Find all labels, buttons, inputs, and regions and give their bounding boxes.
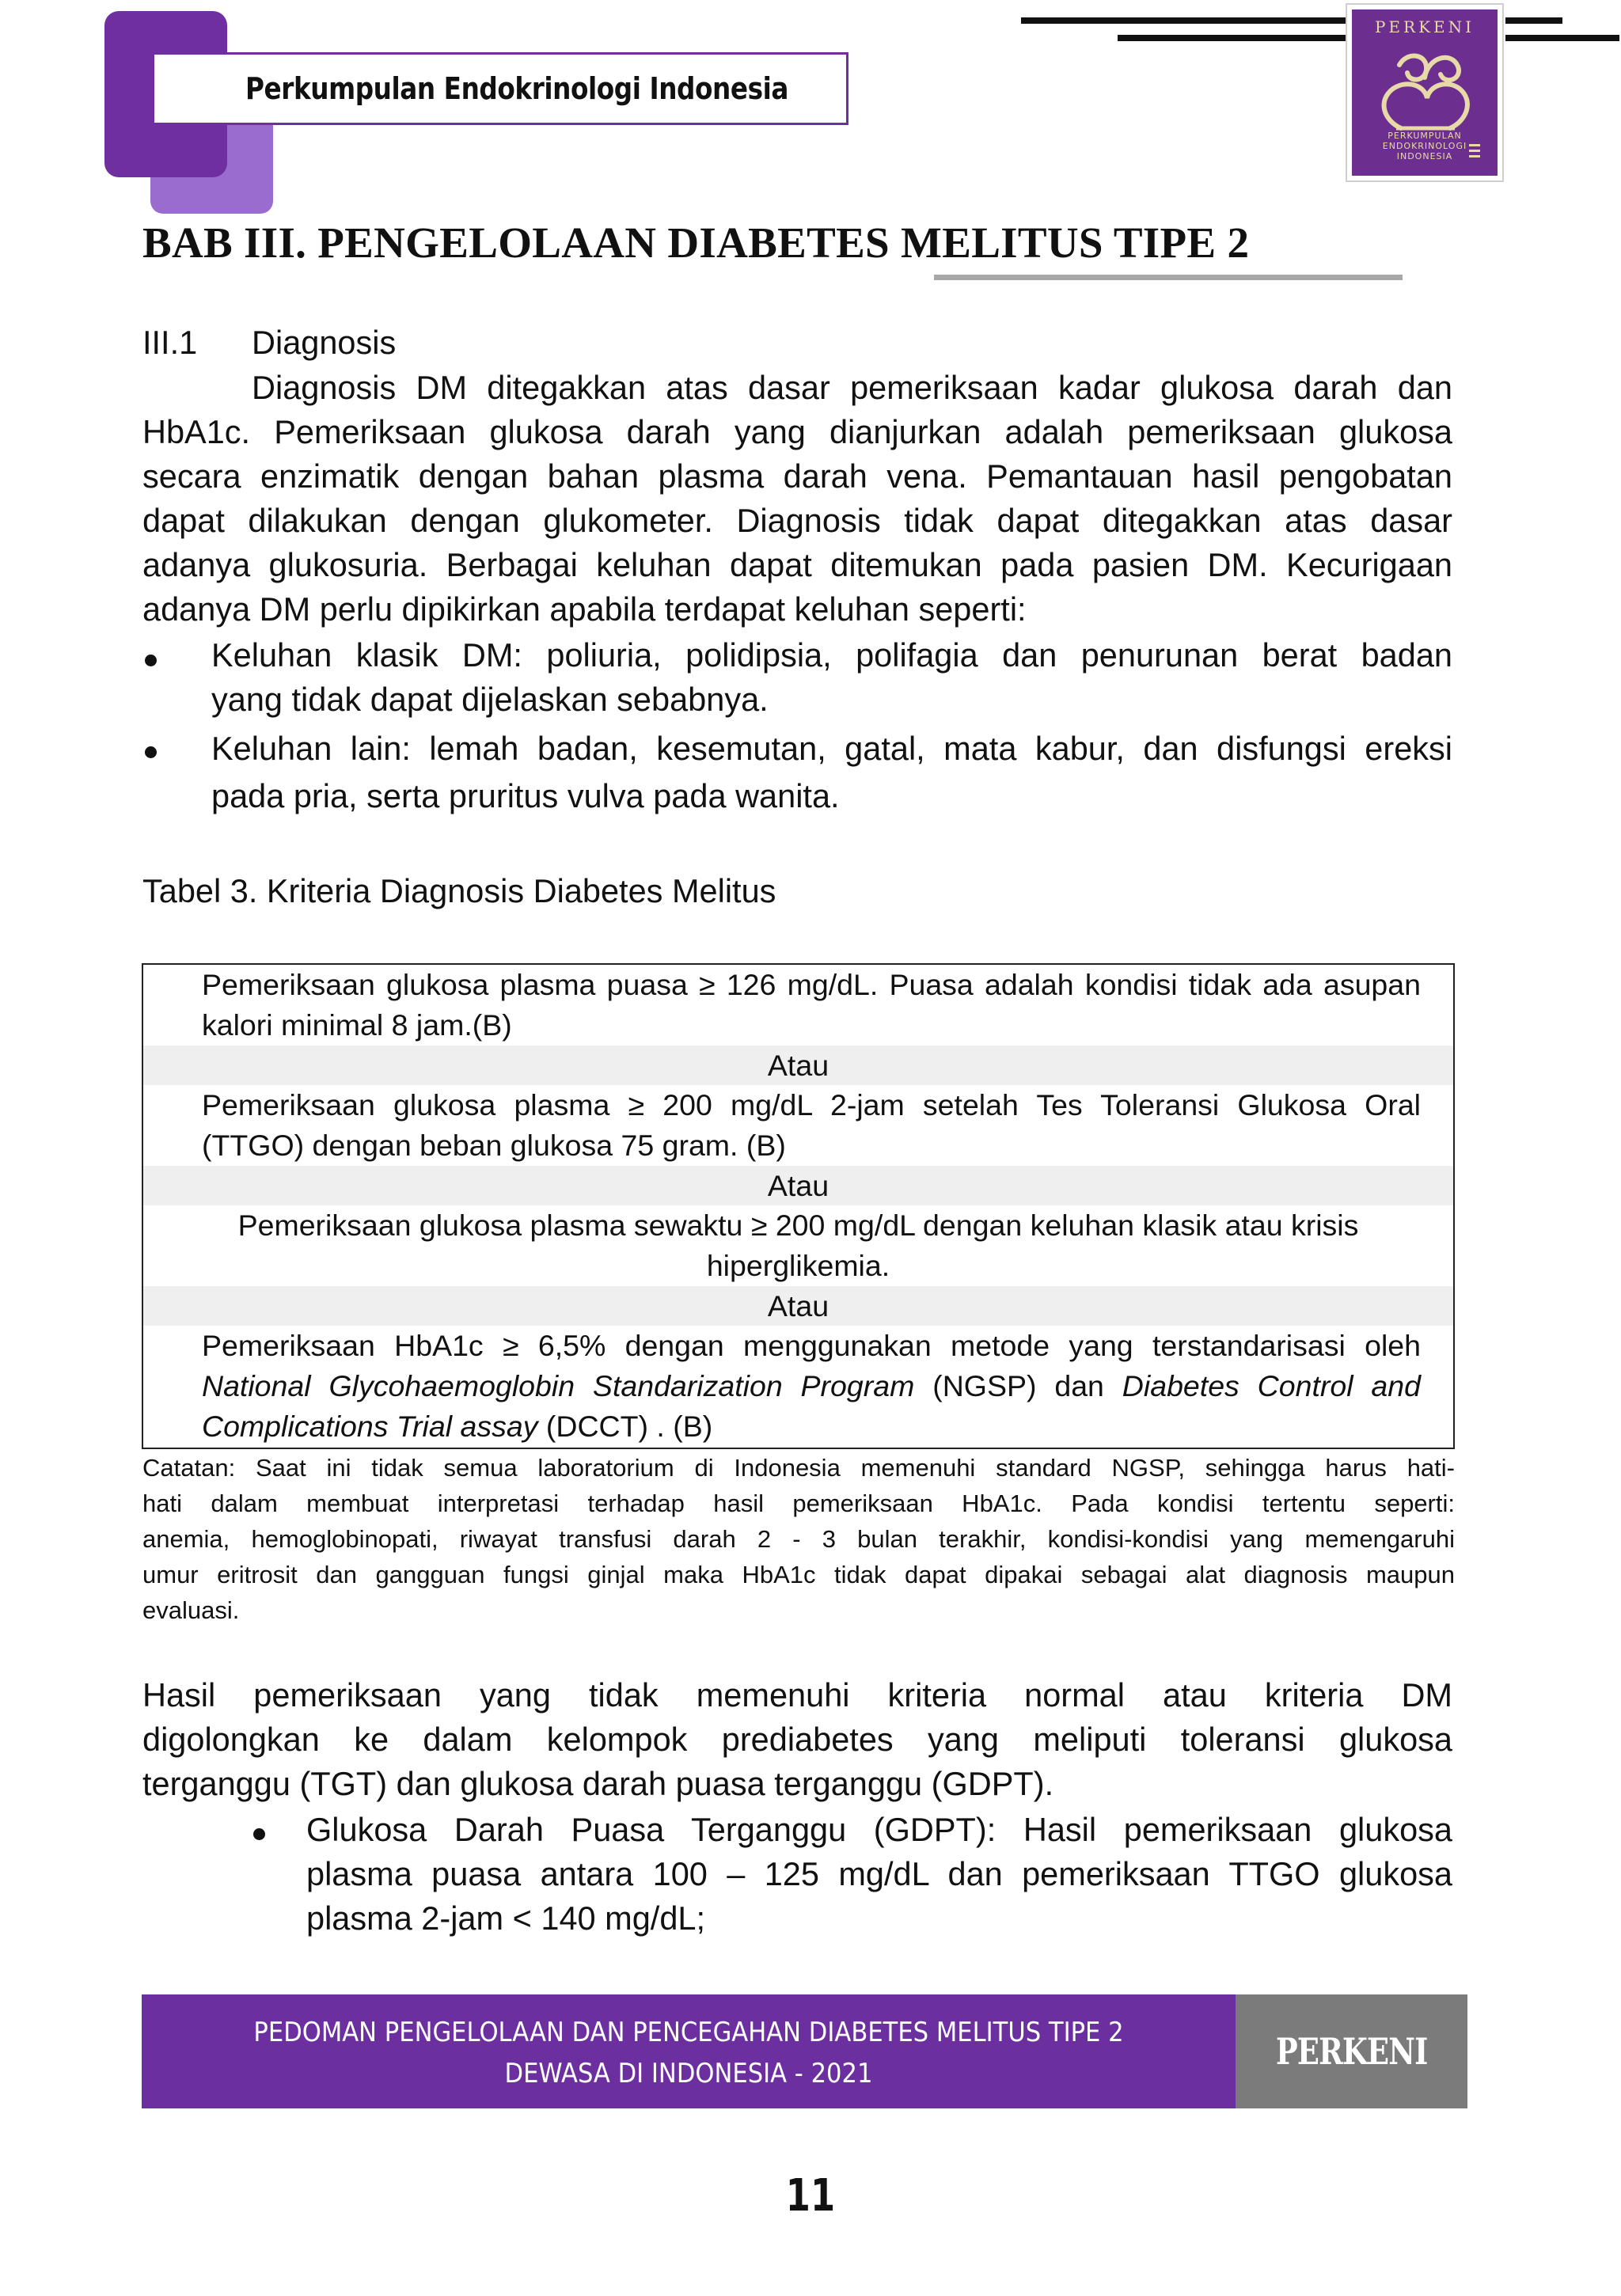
page-number [0,2170,1621,2222]
text-line: Glukosa Darah Puasa Terganggu (GDPT): Hasil pemeriksaan glukosa [306,1811,1452,1848]
text-line: Hasil pemeriksaan yang tidak memenuhi kriteria normal atau kriteria DM [142,1676,1452,1713]
text-line: Keluhan lain: lemah badan, kesemutan, gatal, mata kabur, dan disfungsi ereksi [211,730,1452,767]
text-line: digolongkan ke dalam kelompok prediabetes yang meliputi toleransi glukosa [142,1721,1452,1758]
bullet-item [211,633,1452,722]
text-line: dapat dilakukan dengan glukometer. Diagnosis tidak dapat ditegakkan atas dasar [142,502,1452,539]
header-rule [1505,35,1619,41]
table-cell-line [202,1406,1421,1447]
text-line: secara enzimatik dengan bahan plasma darah vena. Pemantauan hasil pengobatan [142,457,1452,495]
text-line: terganggu (TGT) dan glukosa darah puasa terganggu (GDPT). [142,1765,1054,1802]
header-rule [1118,35,1346,41]
table-cell-line: (TTGO) dengan beban glukosa 75 gram. (B) [202,1129,786,1162]
footer-title [142,1994,1236,2108]
title-underline [934,275,1403,280]
note-line: evaluasi. [142,1596,240,1624]
table-cell-line: kalori minimal 8 jam.(B) [202,1008,512,1042]
section-number: III.1 [142,324,198,361]
text-line: Diagnosis DM ditegakkan atas dasar pemeriksaan kadar glukosa darah dan [252,369,1452,406]
bullet-item [211,725,1452,820]
section-heading: Diagnosis [252,324,397,361]
bullet-icon [145,746,157,758]
header-rule [1021,17,1346,24]
table-cell-line: Pemeriksaan glukosa plasma ≥ 200 mg/dL 2-jam setelah Tes Toleransi Glukosa Oral [202,1088,1421,1121]
footer-line: DEWASA DI INDONESIA - 2021 [504,2058,873,2089]
table-caption: Tabel 3. Kriteria Diagnosis Diabetes Melitus [142,872,776,909]
page-number-text: 11 [785,2170,836,2222]
text-line: pada pria, serta pruritus vulva pada wanita. [211,777,840,814]
bullet-icon [145,655,157,666]
table-row [143,1205,1453,1286]
bullet-icon [253,1828,265,1840]
table-row [143,1326,1453,1448]
footer-brand [1236,1994,1467,2108]
note-line: Catatan: Saat ini tidak semua laboratorium di Indonesia memenuhi standard NGSP, sehingga harus hati- [142,1454,1455,1482]
italic-text: Diabetes Control and [1122,1369,1421,1402]
logo-sub-line: INDONESIA [1396,151,1453,161]
text-span: (DCCT) . (B) [545,1410,713,1443]
table-cell-line [202,1366,1421,1406]
table-row-or [143,1286,1453,1326]
table-cell-line: hiperglikemia. [706,1249,890,1282]
table-cell-or: Atau [767,1049,829,1082]
table-row-or [143,1046,1453,1085]
table-row-or [143,1166,1453,1205]
intro-paragraph [142,410,1452,632]
text-line: plasma puasa antara 100 – 125 mg/dL dan pemeriksaan TTGO glukosa [306,1855,1452,1892]
org-name: Perkumpulan Endokrinologi Indonesia [245,71,789,106]
footer-line: PEDOMAN PENGELOLAAN DAN PENCEGAHAN DIABETES MELITUS TIPE 2 [253,2017,1124,2048]
text-span: (NGSP) dan [932,1369,1104,1402]
perkeni-logo [1346,3,1504,182]
intro-first-line [252,366,1452,410]
note-line: umur eritrosit dan gangguan fungsi ginjal maka HbA1c tidak dapat dipakai sebagai alat diagnosis maupun [142,1561,1455,1588]
table-cell-line: Pemeriksaan HbA1c ≥ 6,5% dengan menggunakan metode yang terstandarisasi oleh [202,1329,1421,1362]
table-cell-line: Pemeriksaan glukosa plasma sewaktu ≥ 200 mg/dL dengan keluhan klasik atau krisis [237,1209,1359,1242]
table-cell-or: Atau [767,1169,829,1202]
header-bar [152,52,848,125]
text-line: Keluhan klasik DM: poliuria, polidipsia, polifagia dan penurunan berat badan [211,636,1452,674]
text-line: yang tidak dapat dijelaskan sebabnya. [211,681,769,718]
logo-sub-line: ENDOKRINOLOGI [1382,141,1467,151]
italic-text: Complications Trial assay [202,1410,538,1443]
text-line: adanya glukosuria. Berbagai keluhan dapat ditemukan pada pasien DM. Kecurigaan [142,546,1452,583]
note-line: anemia, hemoglobinopati, riwayat transfusi darah 2 - 3 bulan terakhir, kondisi-kondisi yang memengaruhi [142,1525,1455,1553]
chapter-title: BAB III. PENGELOLAAN DIABETES MELITUS TIPE 2 [142,218,1250,267]
logo-subtitle [1352,131,1498,161]
logo-word: PERKENI [1374,17,1475,36]
logo-sub-line: PERKUMPULAN [1388,131,1462,141]
prediabetes-paragraph [142,1673,1452,1806]
note-line: hati dalam membuat interpretasi terhadap hasil pemeriksaan HbA1c. Pada kondisi tertentu seperti: [142,1490,1455,1517]
italic-text: National Glycohaemoglobin Standarization Program [202,1369,915,1402]
table-note [142,1450,1455,1628]
table-cell-line: Pemeriksaan glukosa plasma puasa ≥ 126 mg/dL. Puasa adalah kondisi tidak ada asupan [202,968,1421,1001]
table-cell-or: Atau [767,1289,829,1323]
footer-brand-text: PERKENI [1275,2030,1428,2073]
diagnosis-criteria-table [142,963,1455,1449]
table-row [143,965,1453,1046]
text-line: adanya DM perlu dipikirkan apabila terdapat keluhan seperti: [142,590,1027,628]
header-rule [1505,17,1562,24]
gdpt-bullet [306,1808,1452,1941]
text-line: plasma 2-jam < 140 mg/dL; [306,1899,706,1937]
table-row [143,1085,1453,1166]
text-line: HbA1c. Pemeriksaan glukosa darah yang dianjurkan adalah pemeriksaan glukosa [142,413,1452,450]
